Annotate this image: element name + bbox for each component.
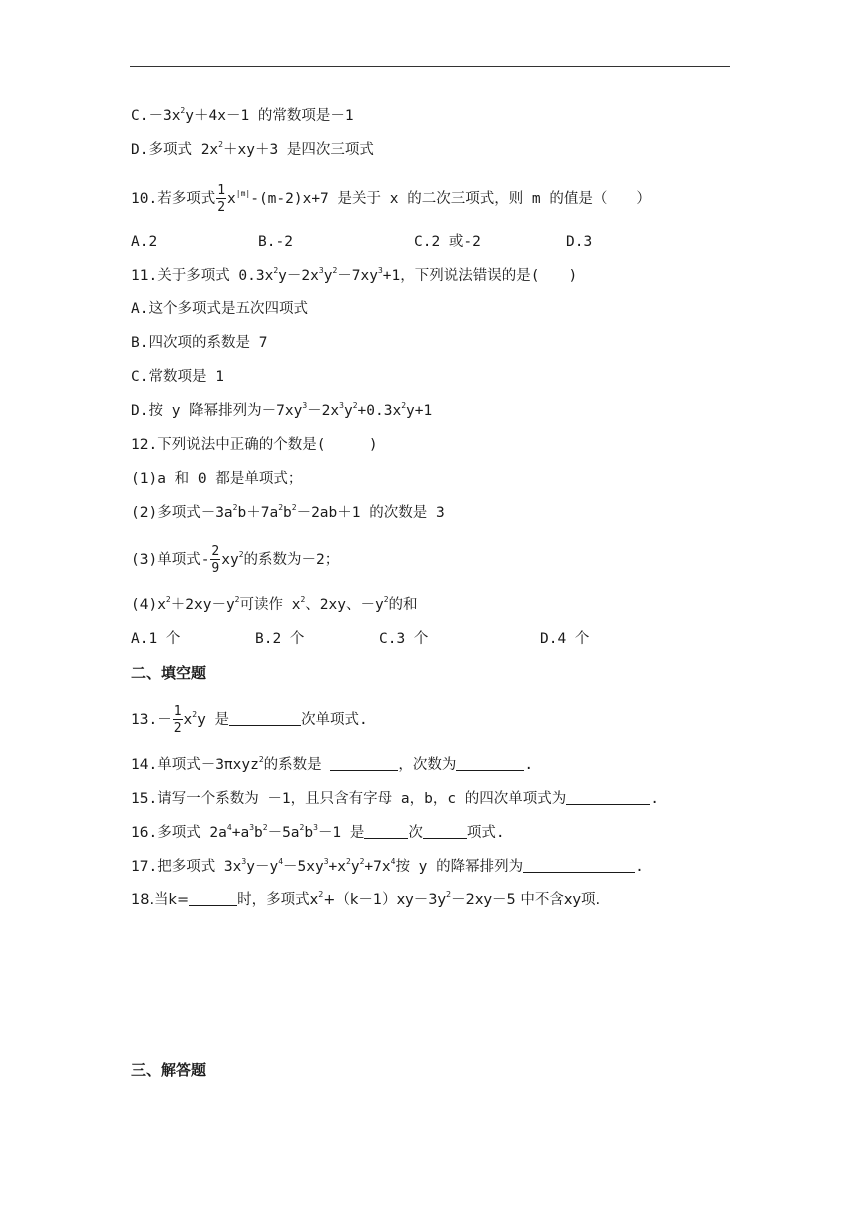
q9-option-c: $C.-3x^2y+4x-1$ 的常数项是－1 <box>131 106 354 124</box>
q12-statement-1: (1)a 和 0 都是单项式； <box>131 471 303 487</box>
section-heading-fill-in: 二、填空题 <box>131 664 207 682</box>
q15: 15.请写一个系数为 －1，且只含有字母 a，b，c 的四次单项式为 . <box>131 791 660 807</box>
answer-blank[interactable] <box>423 823 467 839</box>
q12-statement-3: (3)单项式- $\frac{2}{9}$ $xy^2$的系数为－2； <box>131 544 340 576</box>
q9-option-d: D.多项式 $2x^2+xy+3$ 是四次三项式 <box>131 140 374 158</box>
q11-option-c: C.常数项是 1 <box>131 369 224 385</box>
fraction: $\frac{1}{2}$ <box>173 704 182 736</box>
fraction: $\frac{1}{2}$ <box>217 183 226 215</box>
q16: 16.多项式 $2a^4+a^3b^2-5a^2b^3-1$ 是 次 项式. <box>131 823 505 841</box>
q11-option-b: B.四次项的系数是 7 <box>131 335 268 351</box>
q12-options: A.1 个 B.2 个 C.3 个 D.4 个 <box>131 631 590 647</box>
fraction: $\frac{2}{9}$ <box>211 544 220 576</box>
answer-blank[interactable] <box>456 755 524 771</box>
q13: 13.－ $\frac{1}{2}$ $x^2y$ 是 次单项式. <box>131 704 368 736</box>
section-heading-solutions: 三、解答题 <box>131 1061 207 1079</box>
answer-blank[interactable] <box>330 755 398 771</box>
q12-statement-4: $(4)x^2+2xy-y^2$可读作 $x^2$、2xy、$-y^2$的和 <box>131 595 418 613</box>
q18: 18.当k= 时，多项式$x^2+(k-1)xy-3y^2-2xy-5$ 中不含xy项. <box>131 890 601 908</box>
answer-blank[interactable] <box>229 710 301 726</box>
answer-blank[interactable] <box>566 789 650 805</box>
q10-stem: 10.若多项式 $\frac{1}{2}$ $x^{|m|}-(m-2)x+7$ 是关于 x 的二次三项式，则 m 的值是（ ） <box>131 183 651 215</box>
q11-option-a: A.这个多项式是五次四项式 <box>131 301 308 317</box>
q11-stem: 11.关于多项式 $0.3x^2y-2x^3y^2-7xy^3+1$，下列说法错误的是( ) <box>131 266 578 284</box>
answer-blank[interactable] <box>523 857 635 873</box>
header-rule <box>130 66 730 67</box>
q17: 17.把多项式 $3x^3y-y^4-5xy^3+x^2y^2+7x^4$按 y 的降幂排列为 . <box>131 857 644 875</box>
q12-statement-2: (2)多项式$-3a^2b+7a^2b^2-2ab+1$ 的次数是 3 <box>131 503 445 521</box>
answer-blank[interactable] <box>364 823 408 839</box>
q14: 14.单项式－3πxyz$^2$的系数是 ，次数为 . <box>131 755 534 773</box>
q11-option-d: D.按 y 降幂排列为$-7xy^3-2x^3y^2+0.3x^2y+1$ <box>131 401 433 419</box>
q10-options: A.2 B.-2 C.2 或-2 D.3 <box>131 234 593 250</box>
answer-blank[interactable] <box>189 890 237 906</box>
q12-stem: 12.下列说法中正确的个数是( ) <box>131 437 378 453</box>
